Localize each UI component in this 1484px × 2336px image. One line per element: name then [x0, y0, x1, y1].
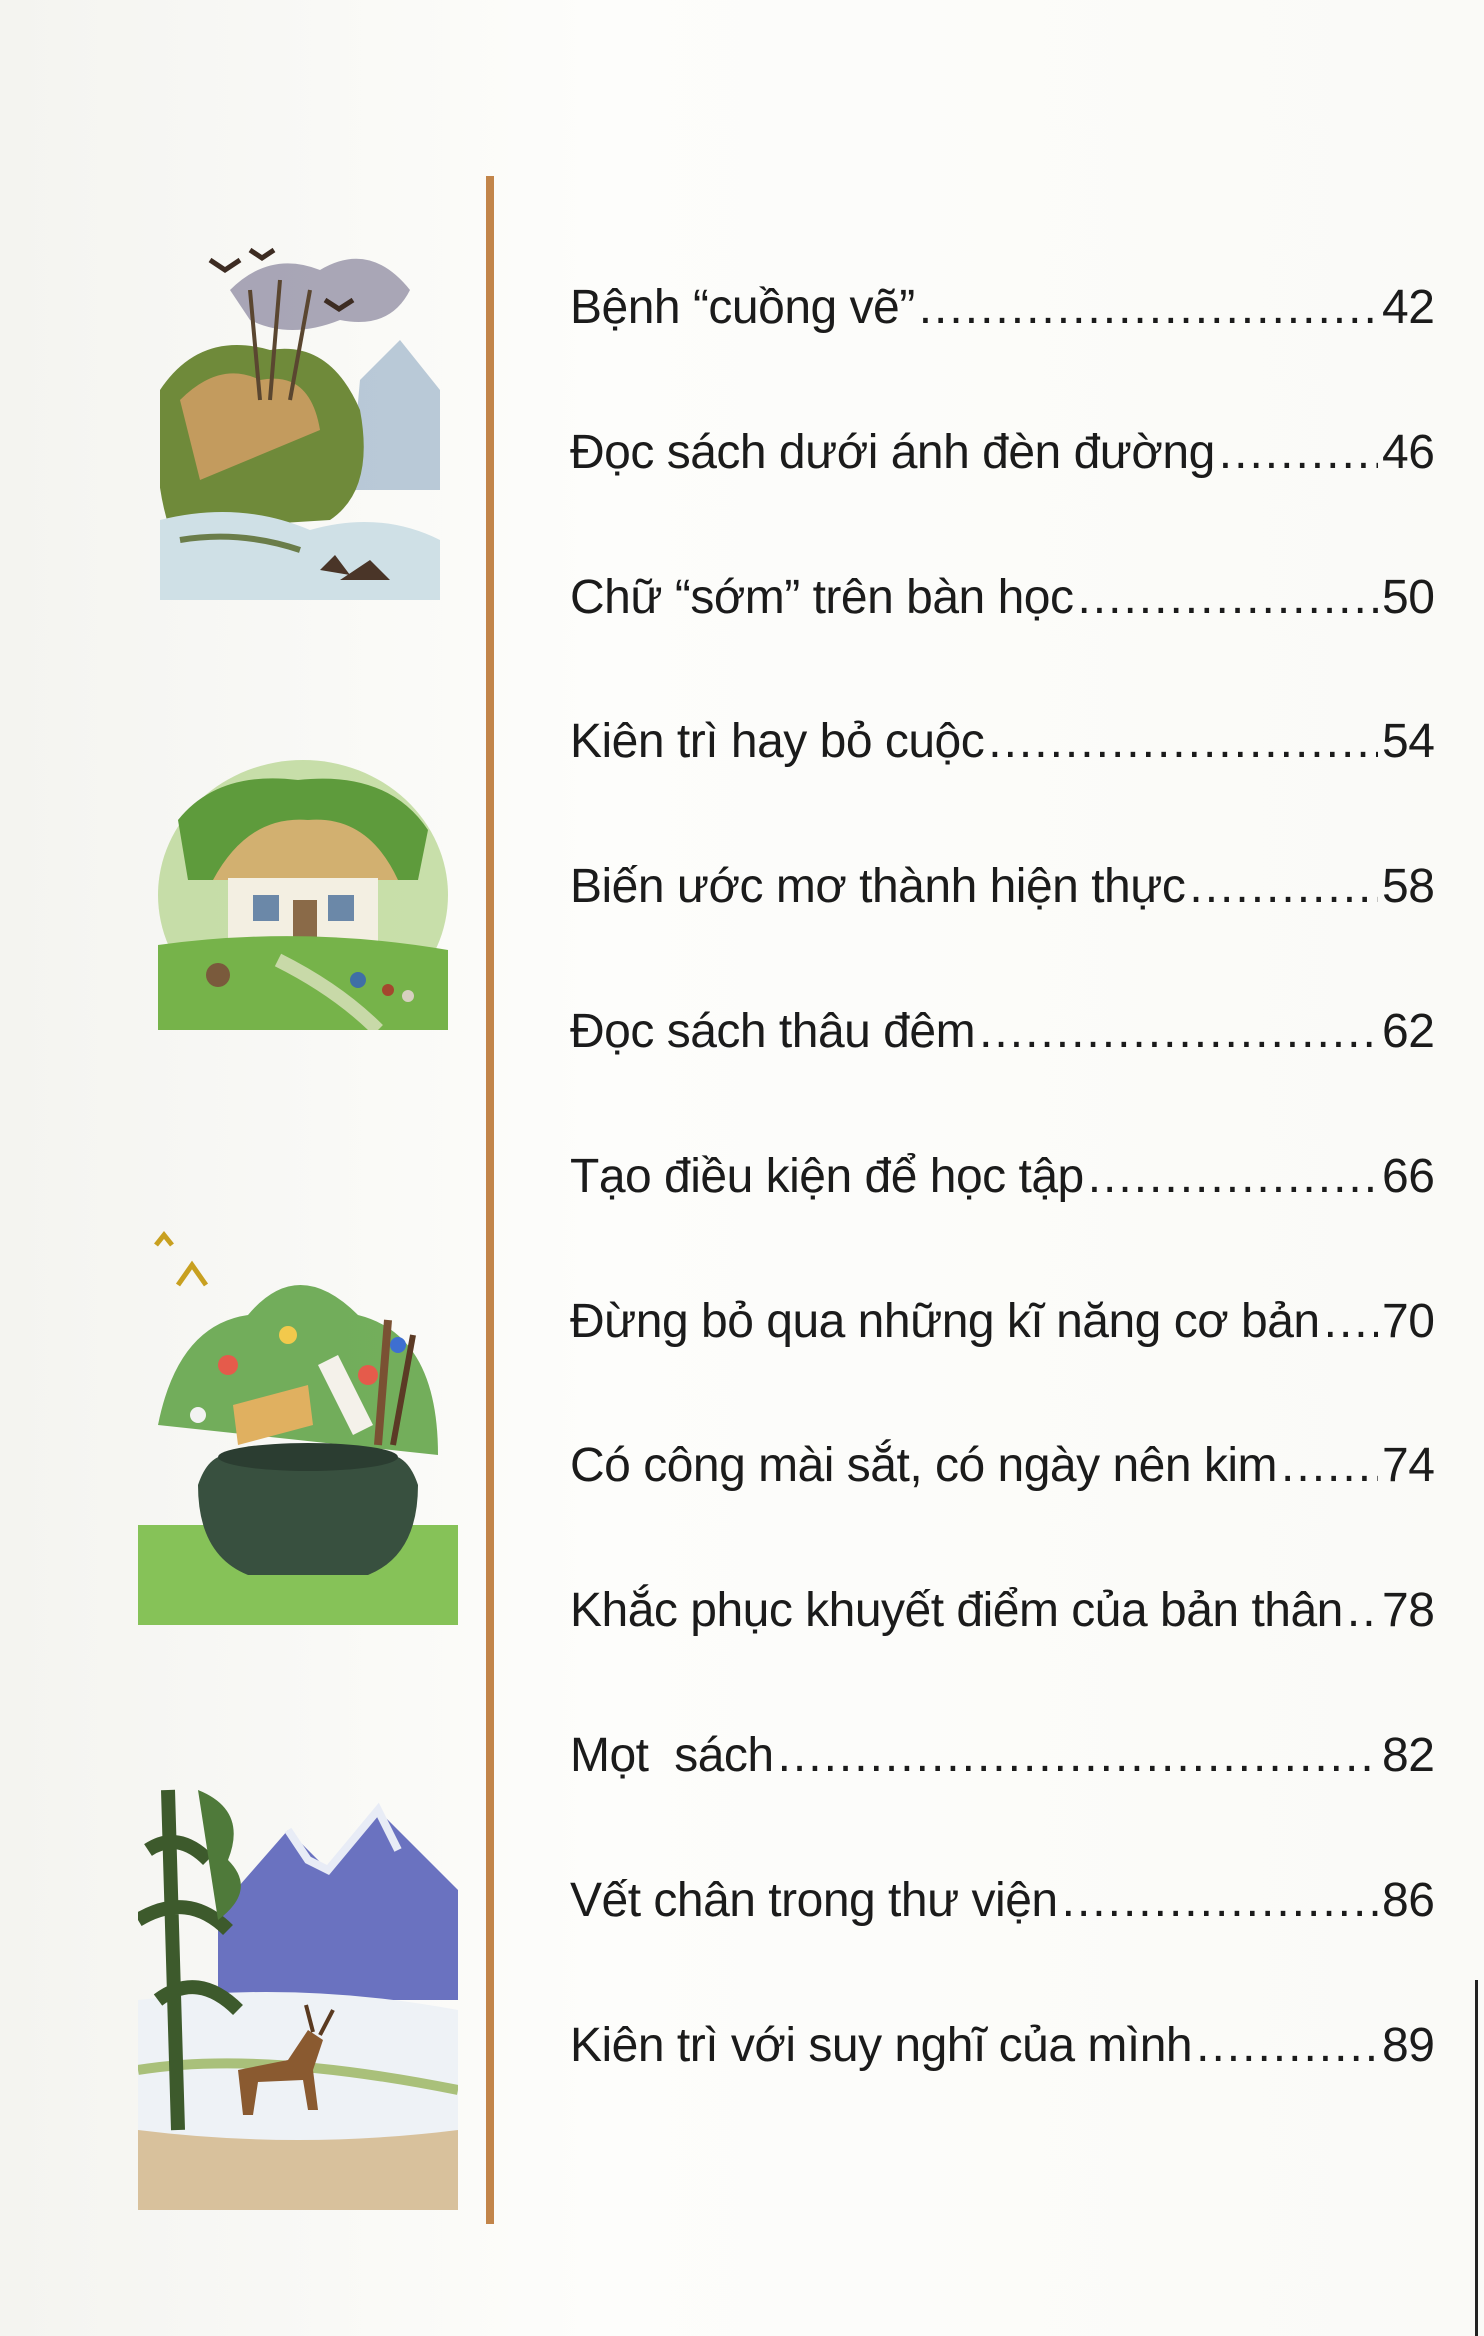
toc-entry[interactable] [570, 280, 1435, 425]
toc-entry-page: 58 [1382, 860, 1435, 914]
toc-entry[interactable] [570, 1873, 1435, 2018]
dot-leader [979, 1004, 1378, 1059]
toc-entry[interactable] [570, 714, 1435, 859]
illustration-flower-pot [138, 1225, 458, 1625]
toc-entry-title: Đọc sách thâu đêm [570, 1004, 976, 1058]
toc-entry-title: Kiên trì hay bỏ cuộc [570, 715, 985, 769]
dot-leader [1347, 1583, 1378, 1638]
dot-leader [1062, 1873, 1378, 1928]
toc-entry-title: Vết chân trong thư viện [570, 1873, 1058, 1927]
toc-entry-title: Bệnh “cuồng vẽ” [570, 281, 915, 334]
vertical-divider [486, 176, 494, 2224]
page-edge-line [1475, 1980, 1478, 2336]
illustration-deer-mountains [138, 1770, 458, 2210]
toc-entry-page: 62 [1382, 1004, 1435, 1058]
toc-entry-title: Mọt sách [570, 1728, 774, 1782]
toc-entry-page: 42 [1382, 281, 1435, 334]
toc-entry-page: 89 [1382, 2018, 1435, 2072]
toc-entry-page: 54 [1382, 715, 1435, 769]
toc-entry-page: 82 [1382, 1728, 1435, 1782]
toc-entry-page: 46 [1382, 425, 1435, 479]
toc-entry[interactable] [570, 1728, 1435, 1873]
dot-leader [1077, 570, 1378, 625]
toc-entry[interactable] [570, 570, 1435, 715]
toc-entry-page: 50 [1382, 570, 1435, 624]
toc-entry-title: Tạo điều kiện để học tập [570, 1149, 1084, 1203]
dot-leader [1088, 1149, 1378, 1204]
toc-entry-page: 74 [1382, 1439, 1435, 1493]
toc-entry[interactable] [570, 1583, 1435, 1728]
toc-entry-title: Kiên trì với suy nghĩ của mình [570, 2018, 1193, 2072]
toc-entry-page: 70 [1382, 1294, 1435, 1348]
dot-leader [1196, 2018, 1378, 2073]
dot-leader [1324, 1294, 1378, 1349]
toc-entry-page: 86 [1382, 1873, 1435, 1927]
dot-leader [988, 714, 1378, 769]
dot-leader [1189, 859, 1378, 914]
toc-entry[interactable] [570, 2018, 1435, 2163]
toc-entry[interactable] [570, 1438, 1435, 1583]
toc-entry[interactable] [570, 1294, 1435, 1439]
toc-entry-title: Có công mài sắt, có ngày nên kim [570, 1439, 1278, 1493]
toc-entry-page: 78 [1382, 1584, 1435, 1638]
toc-entry-title: Đừng bỏ qua những kĩ năng cơ bản [570, 1294, 1320, 1348]
toc-entry-title: Khắc phục khuyết điểm của bản thân [570, 1584, 1343, 1638]
toc-entry-title: Biến ước mơ thành hiện thực [570, 860, 1186, 914]
toc-entry[interactable] [570, 425, 1435, 570]
toc-entry[interactable] [570, 1004, 1435, 1149]
dot-leader [919, 280, 1378, 335]
dot-leader [778, 1728, 1378, 1783]
toc-entry-page: 66 [1382, 1149, 1435, 1203]
toc-entry-title: Chữ “sớm” trên bàn học [570, 570, 1074, 624]
dot-leader [1219, 425, 1378, 480]
illustration-cottage [158, 760, 448, 1030]
table-of-contents [570, 280, 1435, 2162]
toc-entry-title: Đọc sách dưới ánh đèn đường [570, 425, 1215, 479]
toc-entry[interactable] [570, 859, 1435, 1004]
toc-entry[interactable] [570, 1149, 1435, 1294]
dot-leader [1281, 1438, 1378, 1493]
illustration-birds-landscape [160, 230, 440, 600]
